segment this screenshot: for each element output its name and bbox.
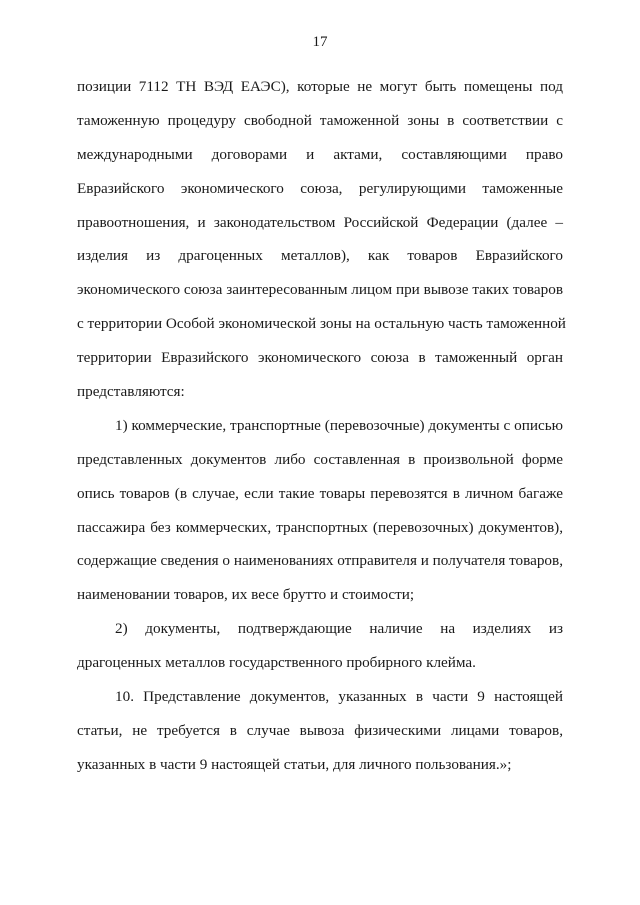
text-line: пассажира без коммерческих, транспортных (перевозочных) документов),	[77, 518, 563, 536]
text-line: 1) коммерческие, транспортные (перевозочные) документы с описью	[115, 416, 563, 434]
text-line: 10. Представление документов, указанных в части 9 настоящей	[115, 688, 563, 706]
text-line: представляются:	[77, 383, 185, 401]
page-number: 17	[312, 34, 328, 50]
text-line: с территории Особой экономической зоны на остальную часть таможенной	[77, 315, 566, 333]
text-line: международными договорами и актами, составляющими право	[77, 145, 563, 163]
text-line: драгоценных металлов государственного пробирного клейма.	[77, 654, 476, 672]
text-line: экономического союза заинтересованным лицом при вывозе таких товаров	[77, 281, 563, 299]
document-body	[77, 70, 566, 782]
text-line: опись товаров (в случае, если такие товары перевозятся в личном багаже	[77, 484, 563, 502]
text-line: 2) документы, подтверждающие наличие на изделиях из	[115, 620, 563, 638]
text-line: позиции 7112 ТН ВЭД ЕАЭС), которые не могут быть помещены под	[77, 78, 563, 95]
text-line: изделия из драгоценных металлов), как товаров Евразийского	[77, 247, 563, 265]
text-line: наименовании товаров, их весе брутто и стоимости;	[77, 586, 415, 604]
text-line: территории Евразийского экономического союза в таможенный орган	[77, 349, 563, 367]
text-line: указанных в части 9 настоящей статьи, для личного пользования.»;	[77, 755, 512, 773]
text-line: Евразийского экономического союза, регулирующими таможенные	[77, 179, 563, 197]
text-line: статьи, не требуется в случае вывоза физическими лицами товаров,	[77, 721, 563, 739]
text-line: правоотношения, и законодательством Российской Федерации (далее –	[77, 213, 563, 231]
text-line: представленных документов либо составленная в произвольной форме	[77, 450, 563, 468]
text-line: таможенную процедуру свободной таможенной зоны в соответствии с	[77, 111, 563, 129]
text-line: содержащие сведения о наименованиях отправителя и получателя товаров,	[77, 552, 563, 570]
